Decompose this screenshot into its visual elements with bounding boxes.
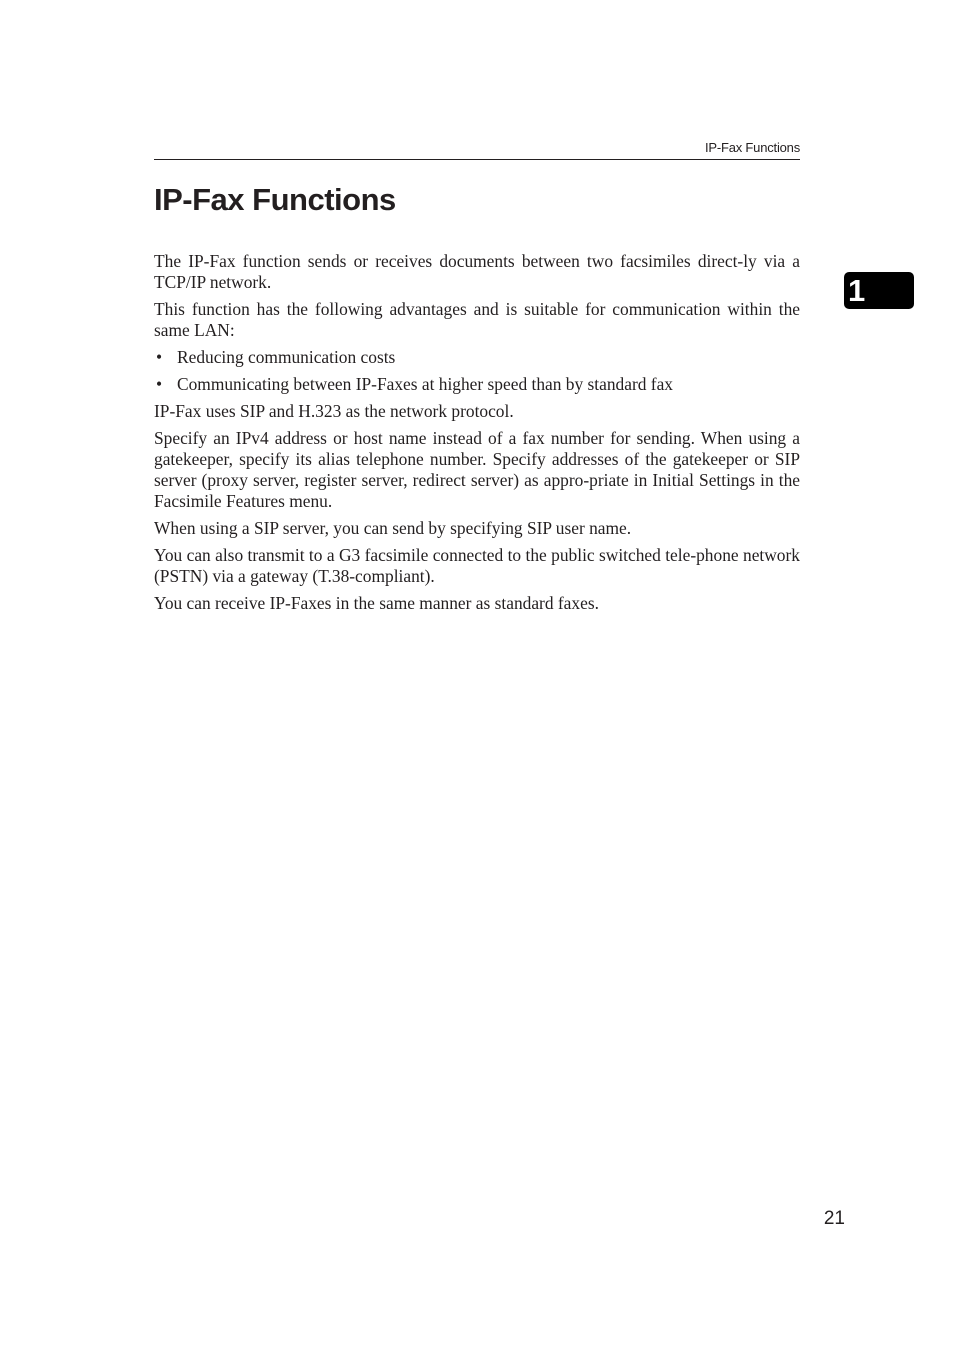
paragraph-addressing: Specify an IPv4 address or host name instead of a fax number for sending. When using a gatekeeper, specify its alias telephone number. Specify addresses of the gatekeeper or SIP server (proxy server, register server, redirect server) as appro-priate in Initial Settings in the Facsimile Features menu.	[154, 428, 800, 511]
page-title: IP-Fax Functions	[154, 182, 396, 217]
list-item-text: Reducing communication costs	[177, 346, 396, 367]
page-number: 21	[823, 1208, 845, 1229]
bullet-marker: •	[156, 346, 163, 367]
chapter-number: 1	[848, 273, 866, 308]
paragraph-gateway: You can also transmit to a G3 facsimile connected to the public switched tele-phone network (PSTN) via a gateway (T.38-compliant).	[154, 544, 800, 586]
paragraph-receive: You can receive IP-Faxes in the same manner as standard faxes.	[154, 592, 599, 613]
list-item	[154, 347, 800, 368]
bullet-marker: •	[156, 374, 163, 395]
running-header: IP-Fax Functions	[704, 140, 800, 155]
paragraph-intro: The IP-Fax function sends or receives documents between two facsimiles direct-ly via a TCP/IP network.	[154, 251, 800, 292]
chapter-tab	[844, 272, 914, 309]
paragraph-advantages: This function has the following advantages and is suitable for communication within the same LAN:	[154, 298, 800, 340]
header-rule	[154, 159, 800, 160]
list-item	[154, 374, 800, 395]
paragraph-protocol: IP-Fax uses SIP and H.323 as the network protocol.	[154, 401, 514, 422]
body-text	[154, 251, 800, 620]
list-item-text: Communicating between IP-Faxes at higher speed than by standard fax	[177, 374, 673, 395]
advantages-list	[154, 347, 800, 395]
paragraph-sip-user: When using a SIP server, you can send by specifying SIP user name.	[154, 517, 632, 538]
